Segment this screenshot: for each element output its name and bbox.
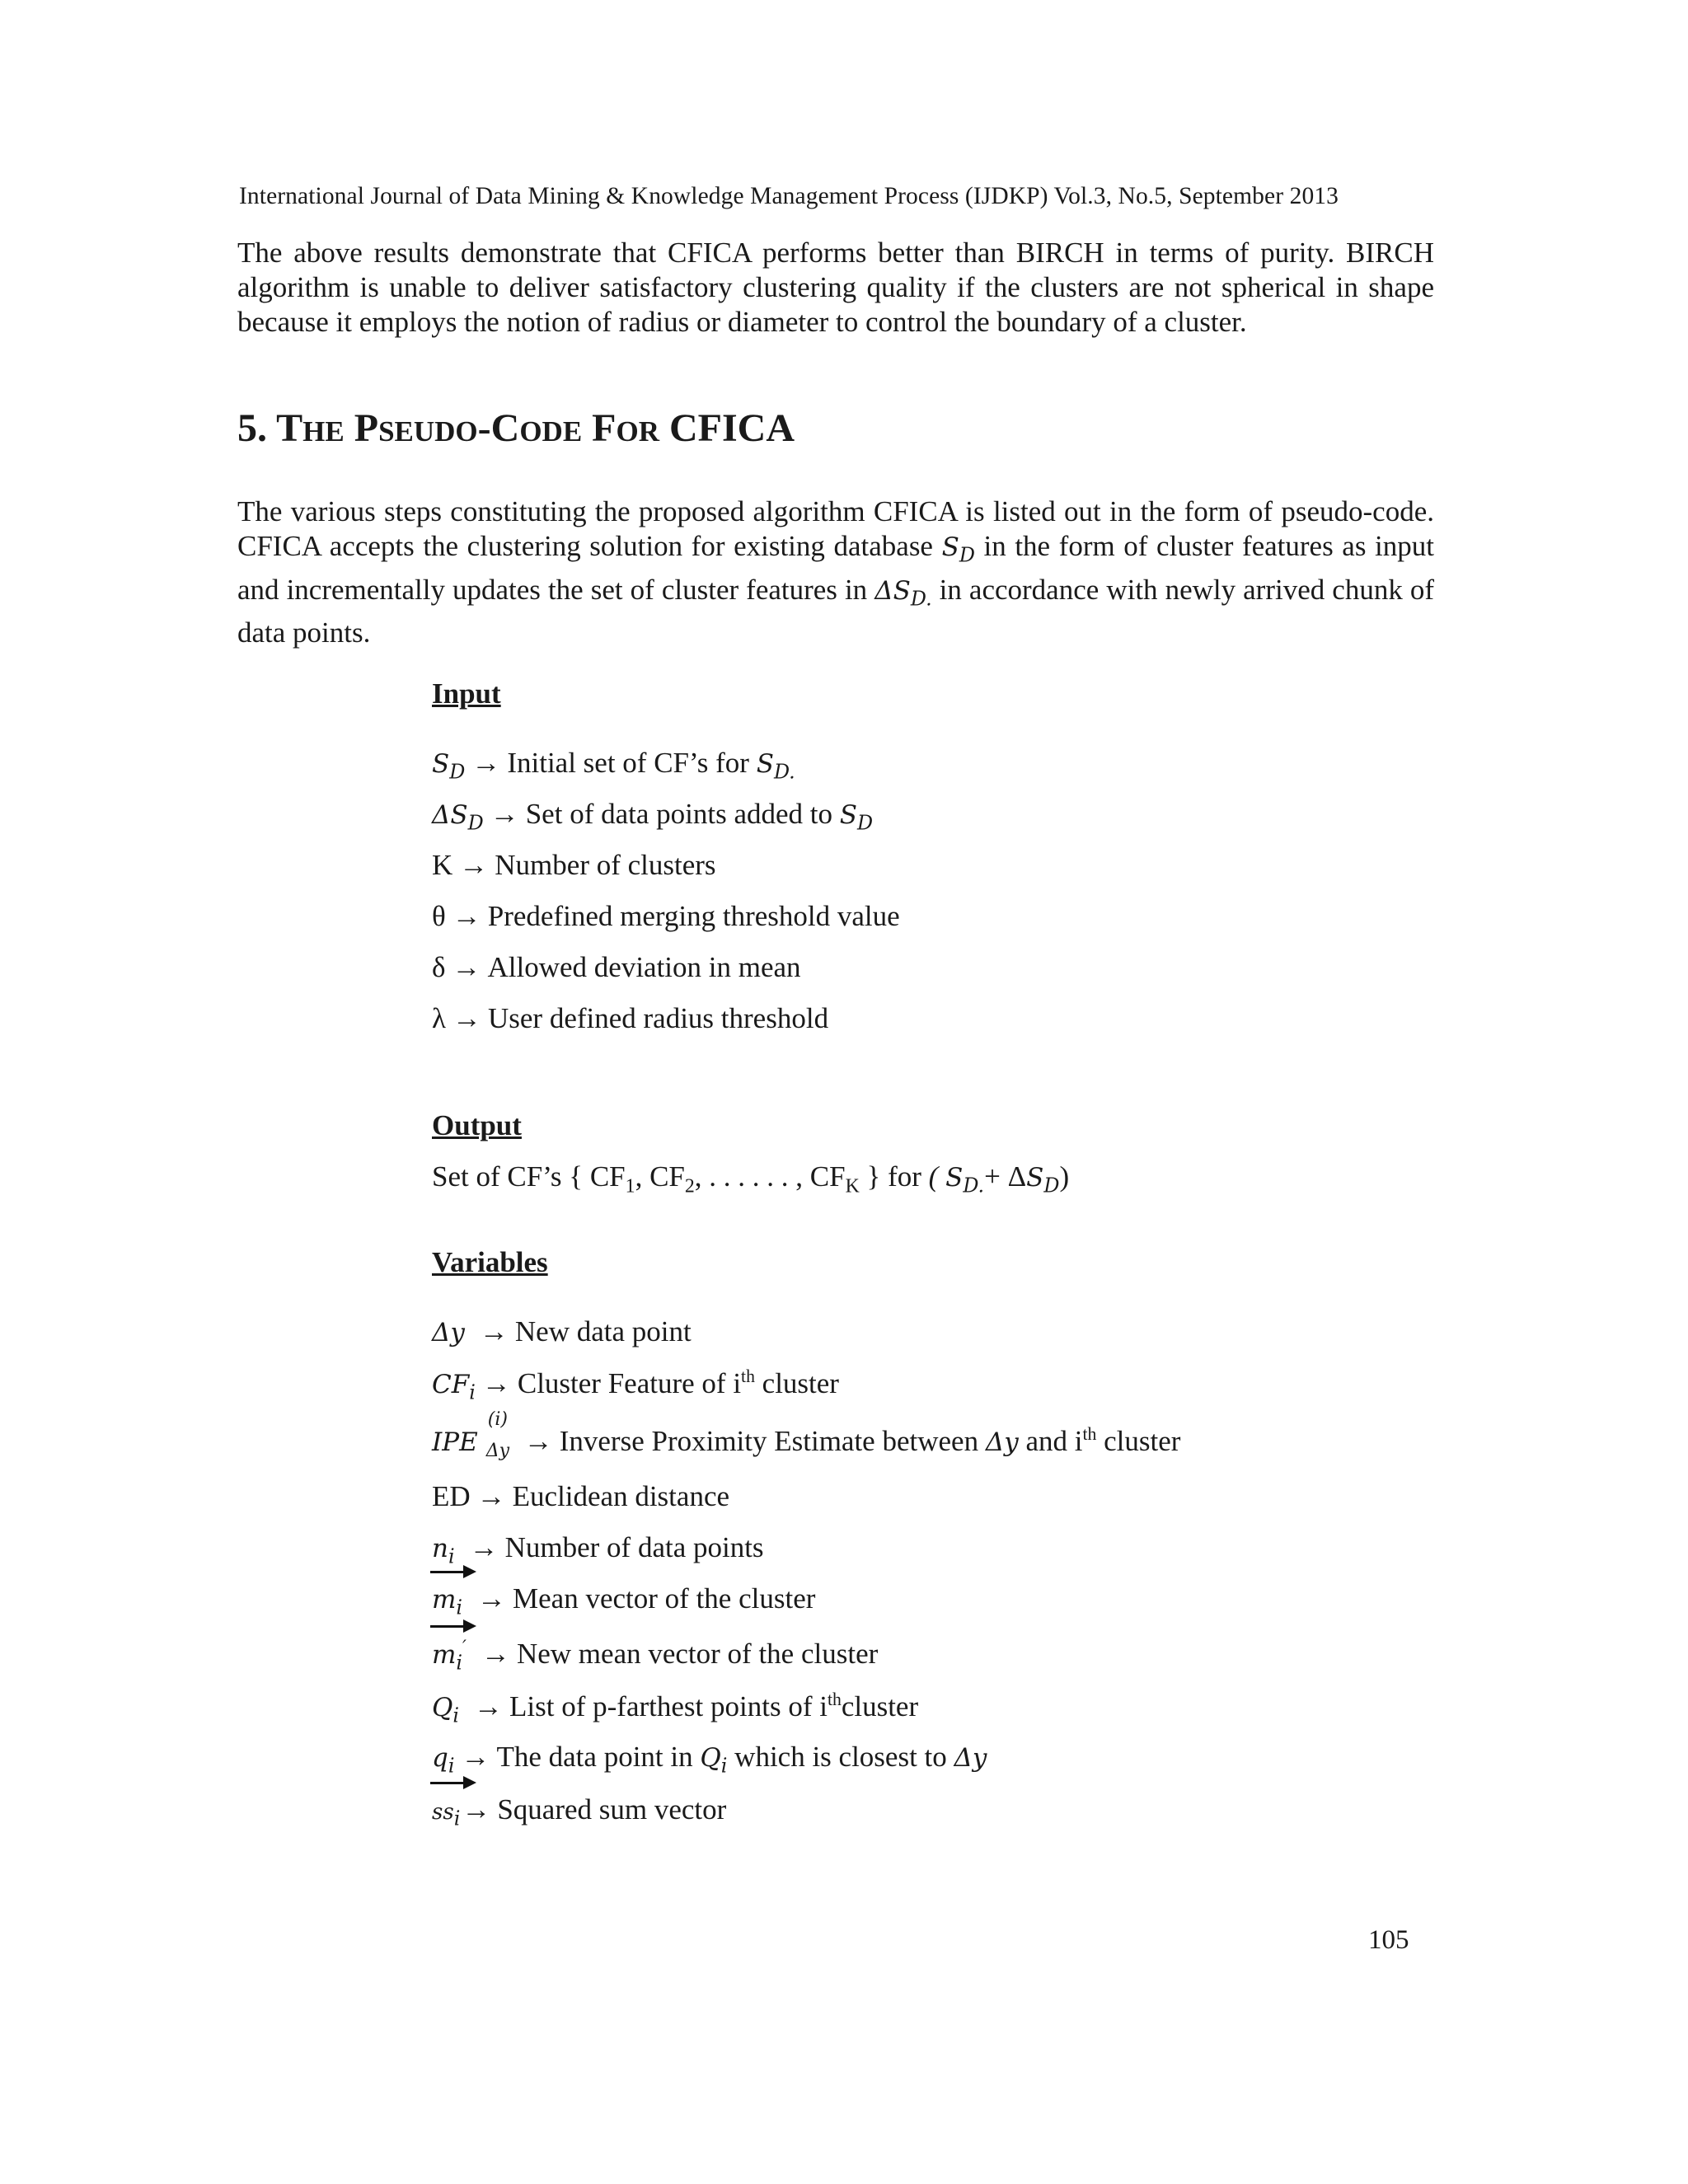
variable-n-i: $n_i$ → Number of data points	[432, 1531, 764, 1568]
variable-delta-y: Δy → New data point	[432, 1315, 692, 1347]
variable-q-i: $Q_i$ → List of p-farthest points of $i^{th}cluster$	[432, 1690, 919, 1727]
input-item-delta-sd: $\Delta S_D$ → Set of data points added to $S_D$	[432, 798, 874, 835]
input-item-delta: δ → Allowed deviation in mean	[432, 951, 801, 983]
input-item-lambda: λ → User defined radius threshold	[432, 1002, 829, 1034]
page-number: 105	[1368, 1925, 1409, 1955]
input-title: Input	[432, 677, 501, 710]
output-line: Set of CF’s { $CF_1$, $CF_2$, . . . . . . , $CF_K$ } for ( $S_{D.}+ \Delta S_D$)	[432, 1160, 1070, 1197]
variable-cf-i: $CF_i$ → Cluster Feature of $i^{th}$ cluster	[432, 1366, 839, 1404]
variable-closest-point: $q_i$ → The data point in $Q_i$ which is closest to Δy	[432, 1741, 987, 1778]
vector-arrow-icon	[430, 1782, 468, 1784]
vector-arrow-icon	[430, 1625, 468, 1628]
vector-arrow-icon	[430, 1571, 468, 1573]
variables-title: Variables	[432, 1246, 548, 1278]
pseudocode-intro-paragraph: The various steps constituting the proposed algorithm CFICA is listed out in the form of pseudo-code. CFICA accepts the clustering solution for existing database $S_D$ in the form of cluster features as input and incrementally updates the set of cluster features in $\Delta S_{D.}$ in accordance with newly arrived chunk of data points.	[237, 495, 1434, 649]
input-item-k: K → Number of clusters	[432, 849, 716, 881]
section-heading: 5. THE PSEUDO-CODE FOR CFICA	[237, 406, 795, 450]
input-item-theta: θ → Predefined merging threshold value	[432, 900, 900, 932]
variable-ipe: IPE (i) Δy → Inverse Proximity Estimate between Δy and $i^{th}$ cluster	[432, 1409, 1181, 1462]
journal-header: International Journal of Data Mining & Knowledge Management Process (IJDKP) Vol.3, No.5, September 2013	[239, 183, 1339, 209]
variable-squared-sum: $ss_i\to$ Squared sum vector	[432, 1793, 726, 1830]
output-title: Output	[432, 1109, 522, 1141]
variable-mean-vector: $m_i$ → Mean vector of the cluster	[432, 1582, 815, 1619]
input-item-sd: $S_D$ → Initial set of CF’s for $S_{D.}$	[432, 747, 795, 784]
variable-new-mean-vector: $m_i'$ → New mean vector of the cluster	[432, 1637, 878, 1675]
results-paragraph: The above results demonstrate that CFICA performs better than BIRCH in terms of purity. BIRCH algorithm is unable to deliver satisfactory clustering quality if the clusters are not spherical in shape because it employs the notion of radius or diameter to control the boundary of a cluster.	[237, 237, 1434, 338]
variable-ed: ED → Euclidean distance	[432, 1480, 730, 1512]
